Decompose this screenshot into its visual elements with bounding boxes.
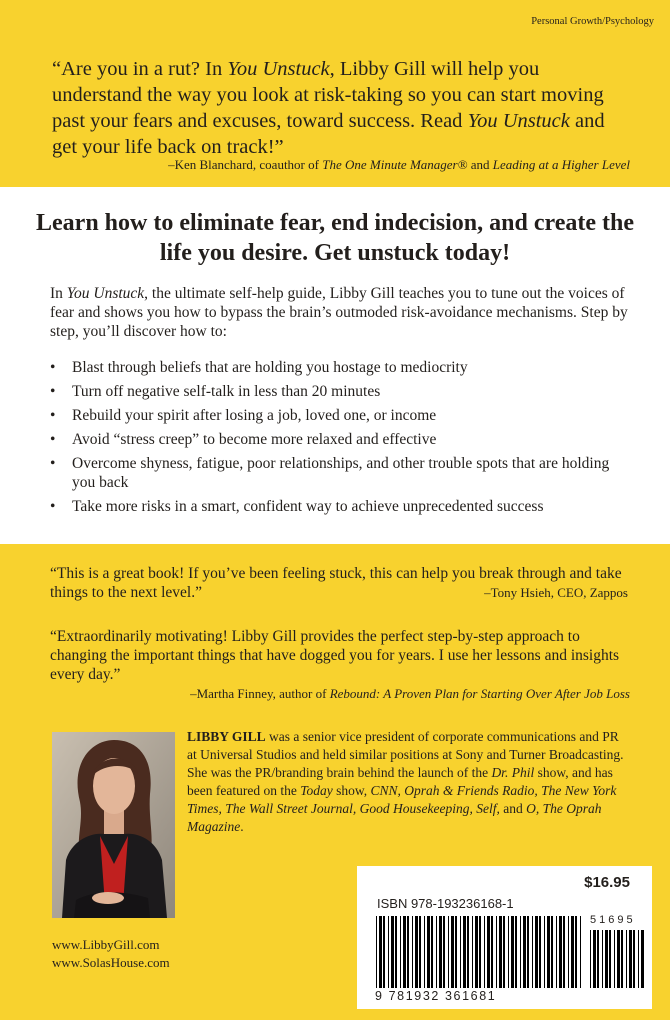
barcode-bar [629,930,632,988]
list-item: • Blast through beliefs that are holding you hostage to mediocrity [50,359,468,376]
barcode-bar [597,930,599,988]
barcode-bar [412,916,413,988]
author-bio: LIBBY GILL was a senior vice president of corporate communications and PR at Universal Studios and held similar positions at Sony and Turner Broadcasting. She was the PR/branding brain behind the launch of the Dr. Phil show, and has been featured on the Today show, CNN, Oprah & Friends Radio, The New York Times, The Wall Street Journal, Good Housekeeping, Self, and O, The Oprah Magazine. [187,729,624,834]
isbn-digits: 9 781932 361681 [375,989,497,1003]
author-website-link[interactable]: www.LibbyGill.com [52,937,160,952]
barcode-bar [376,916,377,988]
barcode-bar [467,916,469,988]
barcode-bar [520,916,521,988]
barcode-bar [472,916,473,988]
barcode-bar [448,916,449,988]
barcode-bar [383,916,385,988]
list-item: • Turn off negative self-talk in less than 20 minutes [50,383,381,400]
barcode-bar [609,930,611,988]
list-item: • Rebuild your spirit after losing a job, loved one, or income [50,407,437,424]
price-addon-digits: 51695 [590,914,636,926]
barcode-bar [571,916,574,988]
headline: Learn how to eliminate fear, end indecision, and create the life you desire. Get unstuck today! [36,210,634,266]
barcode-bar [403,916,406,988]
barcode-bar [443,916,445,988]
top-endorsement-attribution: –Ken Blanchard, coauthor of The One Minute Manager® and Leading at a Higher Level [168,157,630,172]
barcode-bar [491,916,493,988]
bullet-icon: • [50,431,56,448]
barcode-bar [614,930,615,988]
barcode-bar [424,916,425,988]
publisher-website-link[interactable]: www.SolasHouse.com [52,955,170,970]
barcode-bar [508,916,509,988]
isbn-label: ISBN 978-193236168-1 [377,896,514,911]
barcode-bar [460,916,461,988]
category-label: Personal Growth/Psychology [531,16,654,27]
intro-paragraph: In You Unstuck, the ultimate self-help guide, Libby Gill teaches you to tune out the voices of fear and shows you how to bypass the brain’s outmoded risk-avoidance mechanisms. Step by step, you’ll discover how to: [50,285,628,340]
barcode-bar [496,916,497,988]
barcode-bar [511,916,514,988]
author-photo [52,732,175,918]
barcode-bar [439,916,442,988]
barcode-bar [535,916,538,988]
barcode-bar [475,916,478,988]
barcode-bar [427,916,430,988]
barcode-bar [395,916,397,988]
barcode-bar [527,916,529,988]
barcode-bar [455,916,457,988]
list-item: • Avoid “stress creep” to become more relaxed and effective [50,431,437,448]
barcode-bar [419,916,421,988]
endorsement-attribution-hsieh: –Tony Hsieh, CEO, Zappos [484,585,628,600]
barcode-bar [551,916,553,988]
bullet-icon: • [50,498,56,515]
barcode-bar [388,916,389,988]
price-label: $16.95 [584,874,630,891]
barcode-bar [391,916,394,988]
barcode-bar [400,916,401,988]
endorsement-quote-finney: “Extraordinarily motivating! Libby Gill provides the perfect step-by-step approach to changing the important things that have dogged you for years. I use her lessons and insights every day.” [50,628,620,683]
barcode-bar [532,916,533,988]
barcode-bar [638,930,639,988]
bullet-icon: • [50,455,56,472]
bullet-icon: • [50,383,56,400]
barcode-bar [499,916,502,988]
barcode-bar [487,916,490,988]
barcode-bar [602,930,603,988]
barcode-bar [515,916,517,988]
barcode-bar [415,916,418,988]
barcode-bar [580,916,581,988]
barcode-bar [563,916,565,988]
barcode-bar [539,916,541,988]
barcode-bar [431,916,433,988]
barcode-bar [605,930,608,988]
benefit-list [50,358,635,521]
barcode-bar [621,930,623,988]
endorsement-quote-hsieh: “This is a great book! If you’ve been feeling stuck, this can help you break through and take things to the next level.” [50,565,622,601]
list-item: • Overcome shyness, fatigue, poor relationships, and other trouble spots that are holding you back [50,455,610,491]
barcode-bar [575,916,577,988]
barcode-price-addon [589,930,647,988]
barcode-bar [436,916,437,988]
barcode-bar [633,930,635,988]
barcode-bar [556,916,557,988]
barcode-bar [407,916,409,988]
top-endorsement-quote: “Are you in a rut? In You Unstuck, Libby Gill will help you understand the way you look at risk-taking so you can start moving past your fears and excuses, toward success. Read You Unstuck and get your life back on track!” [52,58,605,158]
barcode-bar [617,930,620,988]
barcode-bar [568,916,569,988]
barcode-bar [626,930,627,988]
barcode-bar [547,916,550,988]
barcode-panel [357,866,652,1009]
endorsement-attribution-finney: –Martha Finney, author of Rebound: A Proven Plan for Starting Over After Job Loss [190,686,630,701]
barcode-bar [544,916,545,988]
barcode-bar [463,916,466,988]
barcode-bar [451,916,454,988]
barcode-bar [559,916,562,988]
bullet-icon: • [50,359,56,376]
barcode-bar [641,930,644,988]
barcode-bar [503,916,505,988]
barcode-bar [593,930,596,988]
barcode-bar [484,916,485,988]
barcode-bar [479,916,481,988]
barcode-bar [379,916,382,988]
barcode-main [375,916,583,988]
barcode-bar [590,930,591,988]
bullet-icon: • [50,407,56,424]
list-item: • Take more risks in a smart, confident way to achieve unprecedented success [50,498,544,515]
barcode-bar [523,916,526,988]
